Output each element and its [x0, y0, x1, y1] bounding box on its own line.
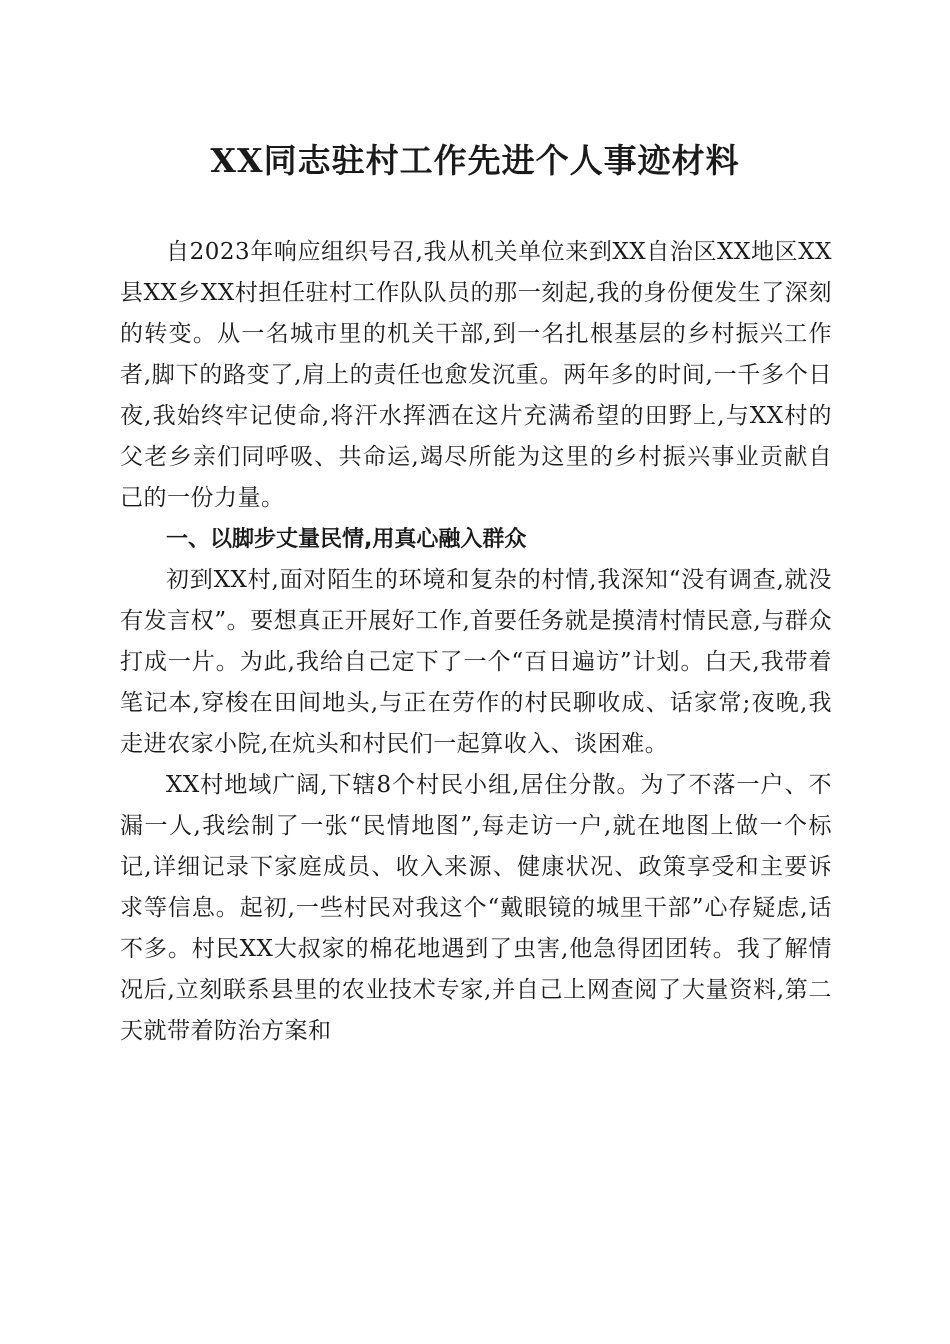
- intro-paragraph: 自2023年响应组织号召,我从机关单位来到XX自治区XX地区XX县XX乡XX村担任驻村工作队队员的那一刻起,我的身份便发生了深刻的转变。从一名城市里的机关干部,到一名扎根基层的乡村振兴工作者,脚下的路变了,肩上的责任也愈发沉重。两年多的时间,一千多个日夜,我始终牢记使命,将汗水挥洒在这片充满希望的田野上,与XX村的父老乡亲们同呼吸、共命运,竭尽所能为这里的乡村振兴事业贡献自己的一份力量。: [120, 239, 832, 511]
- section-paragraph: XX村地域广阔,下辖8个村民小组,居住分散。为了不落一户、不漏一人,我绘制了一张“民情地图”,每走访一户,就在地图上做一个标记,详细记录下家庭成员、收入来源、健康状况、政策享受和主要诉求等信息。起初,一些村民对我这个“戴眼镜的城里干部”心存疑虑,话不多。村民XX大叔家的棉花地遇到了虫害,他急得团团转。我了解情况后,立刻联系县里的农业技术专家,并自己上网查阅了大量资料,第二天就带着防治方案和: [120, 772, 832, 1044]
- document-body: [120, 232, 832, 1052]
- section-paragraph: 初到XX村,面对陌生的环境和复杂的村情,我深知“没有调查,就没有发言权”。要想真正开展好工作,首要任务就是摸清村情民意,与群众打成一片。为此,我给自己定下了一个“百日遍访”计划。白天,我带着笔记本,穿梭在田间地头,与正在劳作的村民聊收成、话家常;夜晚,我走进农家小院,在炕头和村民们一起算收入、谈困难。: [120, 567, 832, 757]
- document-title: XX同志驻村工作先进个人事迹材料: [210, 141, 740, 180]
- section-heading: 一、以脚步丈量民情,用真心融入群众: [166, 527, 527, 552]
